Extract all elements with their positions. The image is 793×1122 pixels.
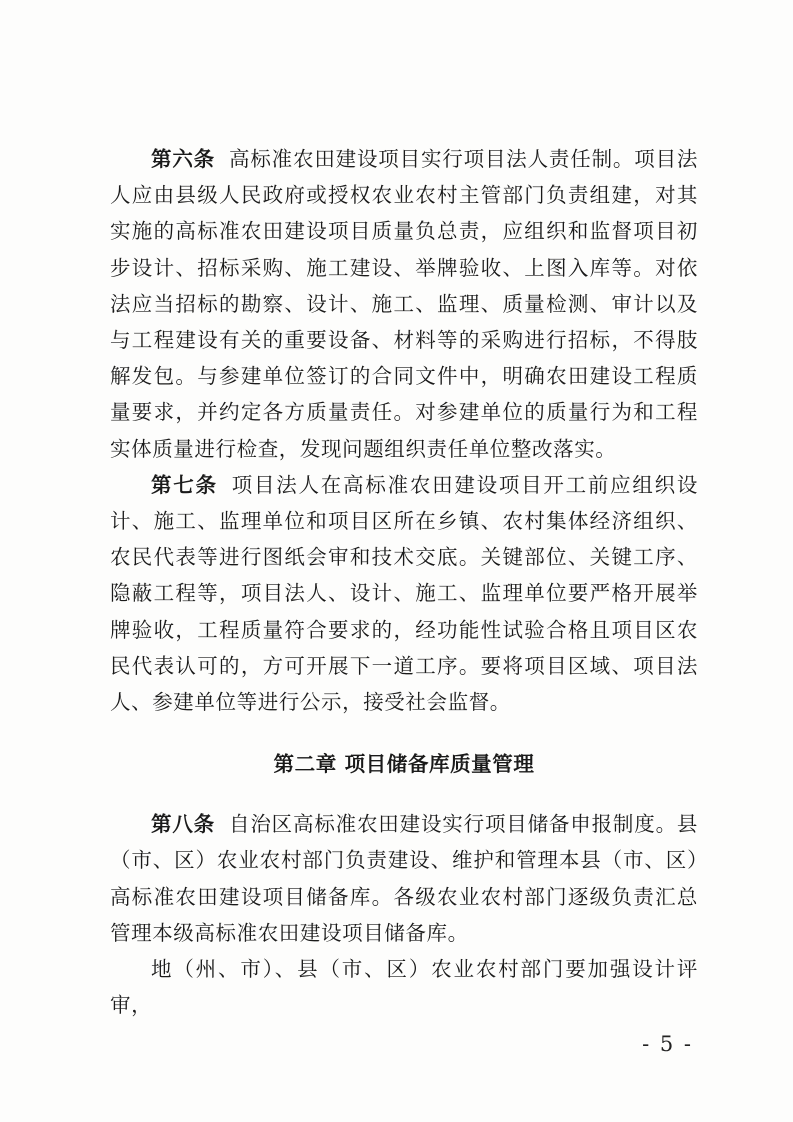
article-6-paragraph (110, 141, 698, 467)
document-body (110, 141, 698, 1023)
article-8-paragraph (110, 806, 698, 951)
article-7-paragraph (110, 467, 698, 720)
chapter-heading: 第二章 项目储备库质量管理 (273, 752, 535, 777)
article-6-title: 第六条 (151, 147, 215, 171)
page-number: - 5 - (642, 1032, 693, 1056)
article-6-text: 高标准农田建设项目实行项目法人责任制。项目法人应由县级人民政府或授权农业农村主管部门负责组建，对其实施的高标准农田建设项目质量负总责，应组织和监督项目初步设计、招标采购、施工建设、举牌验收、上图入库等。对依法应当招标的勘察、设计、施工、监理、质量检测、审计以及与工程建设有关的重要设备、材料等的采购进行招标，不得肢解发包。与参建单位签订的合同文件中，明确农田建设工程质量要求，并约定各方质量责任。对参建单位的质量行为和工程实体质量进行检查，发现问题组织责任单位整改落实。 (110, 147, 698, 461)
article-8-continuation (110, 951, 698, 1023)
article-8-text: 自治区高标准农田建设实行项目储备申报制度。县（市、区）农业农村部门负责建设、维护和管理本县（市、区）高标准农田建设项目储备库。各级农业农村部门逐级负责汇总管理本级高标准农田建设项目储备库。 (110, 812, 698, 945)
article-7-text: 项目法人在高标准农田建设项目开工前应组织设计、施工、监理单位和项目区所在乡镇、农村集体经济组织、农民代表等进行图纸会审和技术交底。关键部位、关键工序、隐蔽工程等，项目法人、设计、施工、监理单位要严格开展举牌验收，工程质量符合要求的，经功能性试验合格且项目区农民代表认可的，方可开展下一道工序。要将项目区域、项目法人、参建单位等进行公示，接受社会监督。 (110, 472, 698, 715)
article-8-title: 第八条 (151, 812, 215, 837)
article-7-title: 第七条 (151, 472, 218, 497)
article-8-continuation-text: 地（州、市）、县（市、区）农业农村部门要加强设计评审， (110, 957, 698, 1018)
